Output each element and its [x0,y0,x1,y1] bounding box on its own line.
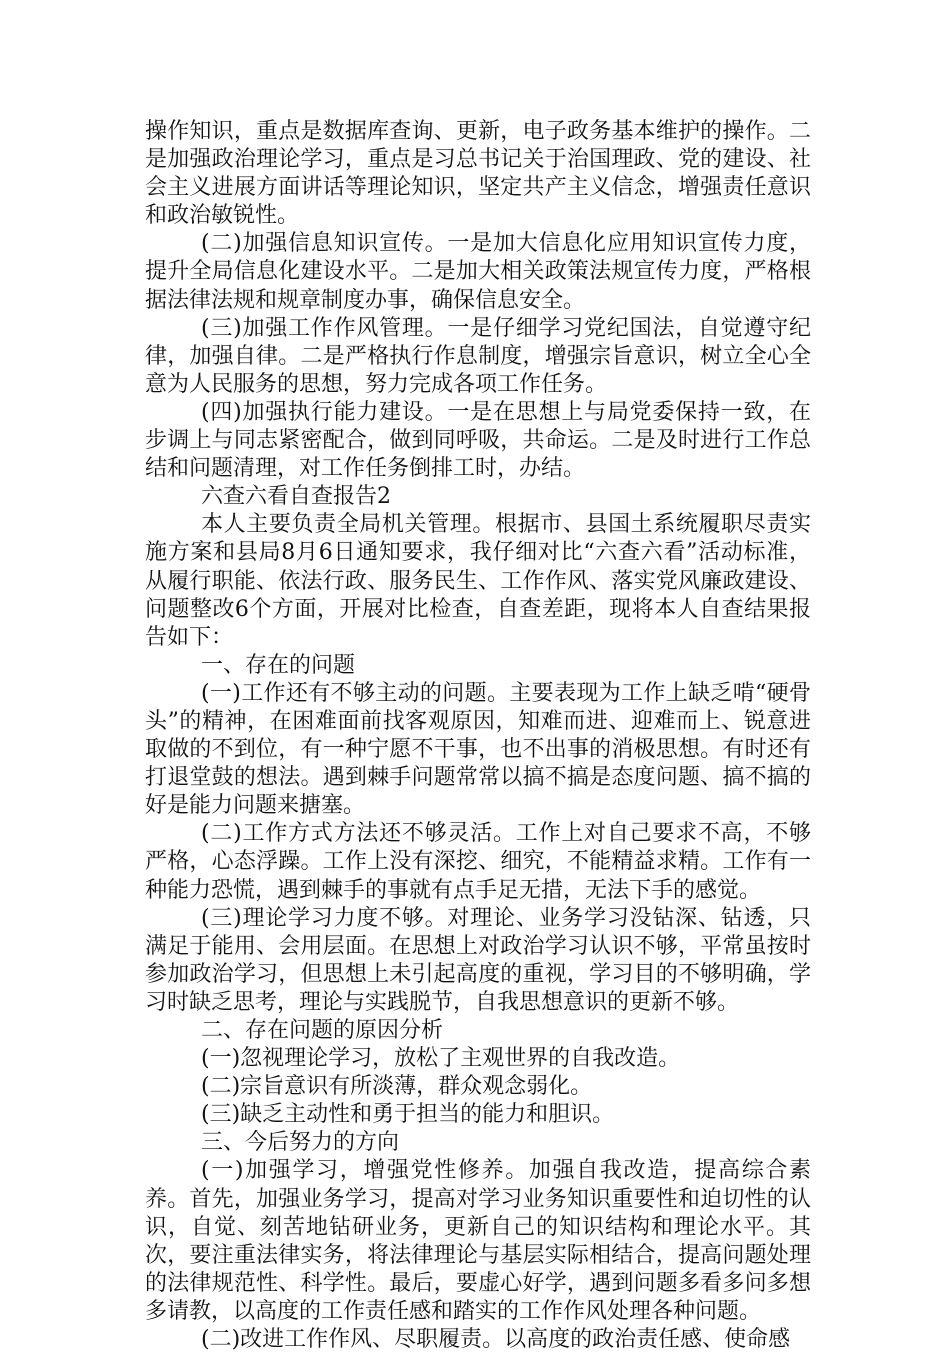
paragraph: (二)工作方式方法还不够灵活。工作上对自己要求不高，不够严格，心态浮躁。工作上没有深挖、细究，不能精益求精。工作有一种能力恐慌，遇到棘手的事就有点手足无措，无法下手的感觉。 [145,821,811,903]
paragraph: (二)加强信息知识宣传。一是加大信息化应用知识宣传力度，提升全局信息化建设水平。二是加大相关政策法规宣传力度，严格根据法律法规和规章制度办事，确保信息安全。 [145,231,811,313]
paragraph: (三)理论学习力度不够。对理论、业务学习没钻深、钻透，只满足于能用、会用层面。在思想上对政治学习认识不够，平常虽按时参加政治学习，但思想上未引起高度的重视，学习目的不够明确，学习时缺乏思考，理论与实践脱节，自我思想意识的更新不够。 [145,905,811,1015]
section-heading: 一、存在的问题 [201,652,356,678]
paragraph: 本人主要负责全局机关管理。根据市、县国土系统履职尽责实施方案和县局8月6日通知要求，我仔细对比“六查六看”活动标准，从履行职能、依法行政、服务民生、工作作风、落实党风廉政建设、问题整改6个方面，开展对比检查，自查差距，现将本人自查结果报告如下： [145,512,811,650]
paragraph: 操作知识，重点是数据库查询、更新，电子政务基本维护的操作。二是加强政治理论学习，重点是习总书记关于治国理政、党的建设、社会主义进展方面讲话等理论知识，坚定共产主义信念，增强责任意识和政治敏锐性。 [145,119,811,229]
section-heading: 三、今后努力的方向 [201,1130,400,1156]
paragraph: (三)加强工作作风管理。一是仔细学习党纪国法，自觉遵守纪律，加强自律。二是严格执行作息制度，增强宗旨意识，树立全心全意为人民服务的思想，努力完成各项工作任务。 [145,315,811,397]
paragraph: (二)宗旨意识有所淡薄，群众观念弱化。 [201,1074,593,1100]
paragraph: (三)缺乏主动性和勇于担当的能力和胆识。 [201,1102,615,1128]
paragraph: (四)加强执行能力建设。一是在思想上与局党委保持一致，在步调上与同志紧密配合，做到同呼吸，共命运。二是及时进行工作总结和问题清理，对工作任务倒排工时，办结。 [145,399,811,482]
paragraph: (一)忽视理论学习，放松了主观世界的自我改造。 [201,1046,681,1072]
paragraph: (一)工作还有不够主动的问题。主要表现为工作上缺乏啃“硬骨头”的精神，在困难面前找客观原因，知难而进、迎难而上、锐意进取做的不到位，有一种宁愿不干事，也不出事的消极思想。有时还有打退堂鼓的想法。遇到棘手问题常常以搞不搞是态度问题、搞不搞的好是能力问题来搪塞。 [145,680,811,819]
document-page [145,118,811,1354]
section-title: 六查六看自查报告2 [201,484,391,510]
paragraph: (一)加强学习，增强党性修养。加强自我改造，提高综合素养。首先，加强业务学习，提高对学习业务知识重要性和迫切性的认识，自觉、刻苦地钻研业务，更新自己的知识结构和理论水平。其次，要注重法律实务，将法律理论与基层实际相结合，提高问题处理的法律规范性、科学性。最后，要虚心好学，遇到问题多看多问多想多请教，以高度的工作责任感和踏实的工作作风处理各种问题。 [145,1158,811,1324]
paragraph: (二)改进工作作风、尽职履责。以高度的政治责任感、使命感 [201,1327,791,1353]
section-heading: 二、存在问题的原因分析 [201,1018,444,1043]
